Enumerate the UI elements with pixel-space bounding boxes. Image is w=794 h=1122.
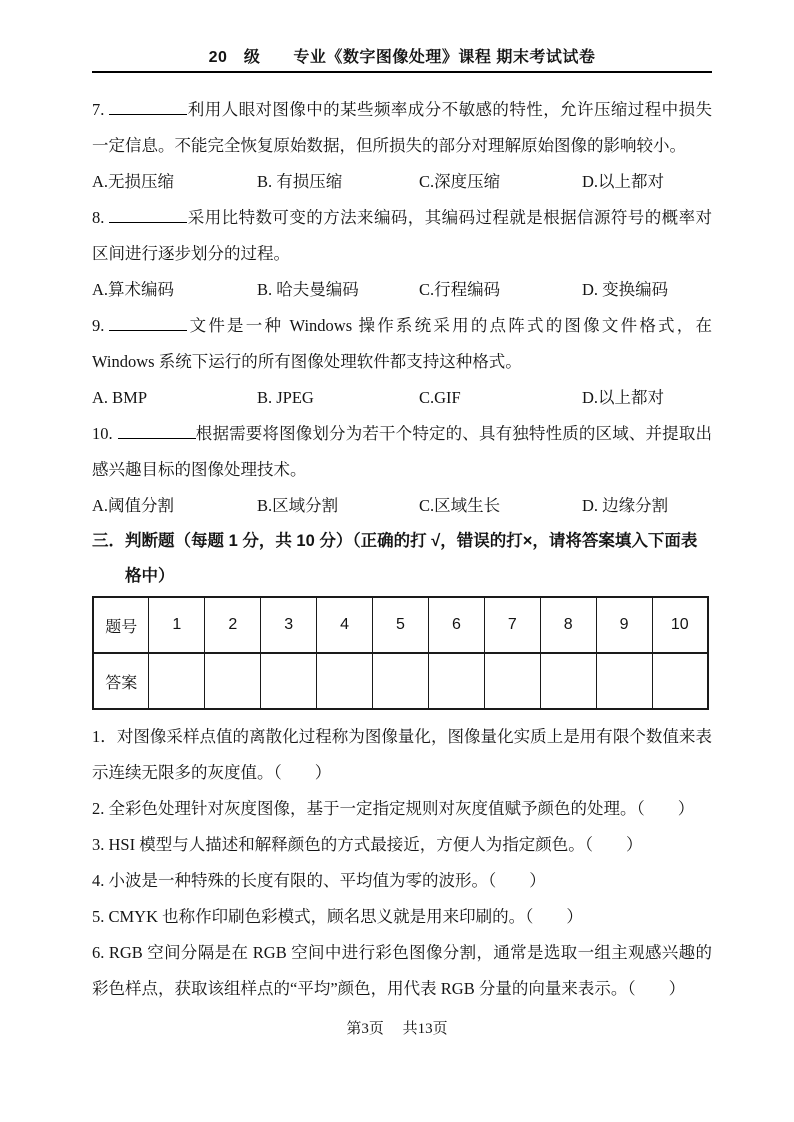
answer-table-answer-cell-2 (205, 653, 261, 709)
answer-table-answer-row (93, 653, 708, 709)
question-10-option-b: B.区域分割 (257, 496, 339, 515)
answer-table-number-row (93, 597, 708, 653)
answer-table-answer-cell-9 (596, 653, 652, 709)
question-7-text: 利用人眼对图像中的某些频率成分不敏感的特性，允许压缩过程中损失一定信息。不能完全恢复原始数据，但所损失的部分对理解原始图像的影响较小。 (92, 100, 712, 155)
answer-table-answer-cell-10 (652, 653, 708, 709)
question-10-text: 根据需要将图像划分为若干个特定的、具有独特性质的区域、并提取出感兴趣目标的图像处理技术。 (92, 424, 712, 479)
answer-table-answer-cell-8 (540, 653, 596, 709)
page-content (92, 92, 712, 1007)
statement-1: 1．对图像采样点值的离散化过程称为图像量化，图像量化实质上是用有限个数值来表示连续无限多的灰度值。（ ） (92, 727, 712, 782)
answer-table-number-cell-9: 9 (596, 597, 652, 653)
answer-table-answer-cell-4 (317, 653, 373, 709)
question-7-number: 7. (92, 100, 105, 119)
answer-table-number-cell-10: 10 (652, 597, 708, 653)
question-7-option-d: D.以上都对 (582, 172, 665, 191)
statement-3: 3. HSI 模型与人描述和解释颜色的方式最接近，方便人为指定颜色。（ ） (92, 835, 643, 854)
statement-6: 6. RGB 空间分隔是在 RGB 空间中进行彩色图像分割，通常是选取一组主观感兴趣的彩色样点，获取该组样点的“平均”颜色，用代表 RGB 分量的向量来表示。（ ） (92, 943, 712, 998)
question-9-number: 9. (92, 316, 105, 335)
statement-4: 4. 小波是一种特殊的长度有限的、平均值为零的波形。（ ） (92, 871, 546, 890)
question-9 (92, 308, 712, 380)
question-8-option-b: B. 哈夫曼编码 (257, 280, 359, 299)
page-header (92, 44, 712, 73)
answer-table (92, 596, 709, 710)
answer-table-number-cell-8: 8 (540, 597, 596, 653)
question-7-option-b: B. 有损压缩 (257, 172, 343, 191)
question-10-option-d: D. 边缘分割 (582, 496, 669, 515)
page-number: 第3页 共13页 (346, 1021, 448, 1037)
question-8-options (92, 272, 712, 308)
question-8 (92, 200, 712, 272)
answer-table-answer-label: 答案 (93, 653, 149, 709)
section-3-heading-line-2: 格中） (125, 567, 175, 585)
answer-table-number-cell-1: 1 (149, 597, 205, 653)
answer-table-answer-cell-7 (484, 653, 540, 709)
answer-table-number-cell-2: 2 (205, 597, 261, 653)
question-7 (92, 92, 712, 164)
section-3-heading (92, 524, 712, 594)
answer-table-number-cell-3: 3 (261, 597, 317, 653)
true-false-statements (92, 719, 712, 1007)
answer-table-number-cell-6: 6 (428, 597, 484, 653)
answer-table-answer-cell-5 (373, 653, 429, 709)
question-10-blank-line (118, 425, 196, 439)
question-10-option-c: C.区域生长 (419, 496, 501, 515)
page-footer (0, 1017, 794, 1038)
answer-table-answer-cell-3 (261, 653, 317, 709)
answer-table-number-label: 题号 (93, 597, 149, 653)
question-9-options (92, 380, 712, 416)
question-9-option-b: B. JPEG (257, 388, 314, 407)
question-9-blank-line (109, 317, 187, 331)
question-8-number: 8. (92, 208, 105, 227)
question-8-option-d: D. 变换编码 (582, 280, 669, 299)
question-7-options (92, 164, 712, 200)
question-10-option-a: A.阈值分割 (92, 496, 175, 515)
question-7-blank-line (109, 101, 187, 115)
answer-table-number-cell-4: 4 (317, 597, 373, 653)
question-10-options (92, 488, 712, 524)
section-3-heading-line-1: 三．判断题（每题 1 分，共 10 分）（正确的打 √，错误的打×，请将答案填入下面表 (92, 532, 698, 550)
question-7-option-c: C.深度压缩 (419, 172, 501, 191)
answer-table-number-cell-7: 7 (484, 597, 540, 653)
question-8-blank-line (109, 209, 187, 223)
question-9-text: 文件是一种 Windows 操作系统采用的点阵式的图像文件格式，在 Windows 系统下运行的所有图像处理软件都支持这种格式。 (92, 316, 712, 371)
question-7-option-a: A.无损压缩 (92, 172, 175, 191)
statement-2: 2. 全彩色处理针对灰度图像，基于一定指定规则对灰度值赋予颜色的处理。（ ） (92, 799, 695, 818)
question-8-text: 采用比特数可变的方法来编码，其编码过程就是根据信源符号的概率对区间进行逐步划分的过程。 (92, 208, 712, 263)
statement-5: 5. CMYK 也称作印刷色彩模式，顾名思义就是用来印刷的。（ ） (92, 907, 583, 926)
question-8-option-c: C.行程编码 (419, 280, 501, 299)
question-9-option-d: D.以上都对 (582, 388, 665, 407)
answer-table-number-cell-5: 5 (373, 597, 429, 653)
question-10 (92, 416, 712, 488)
page-header-title: 20 级 专业《数字图像处理》课程 期末考试试卷 (208, 49, 596, 66)
answer-table-answer-cell-1 (149, 653, 205, 709)
question-10-number: 10. (92, 424, 113, 443)
question-9-option-a: A. BMP (92, 388, 148, 407)
question-9-option-c: C.GIF (419, 388, 461, 407)
answer-table-answer-cell-6 (428, 653, 484, 709)
question-8-option-a: A.算术编码 (92, 280, 175, 299)
